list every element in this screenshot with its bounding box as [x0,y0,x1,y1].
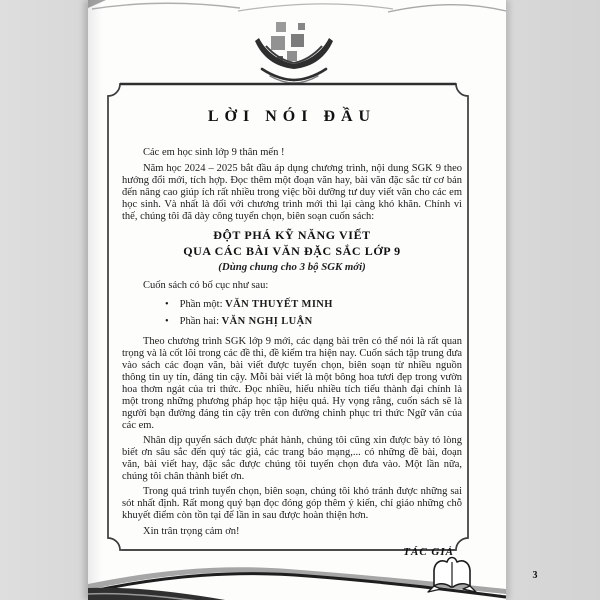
list-item [165,296,462,313]
book-parts-list [122,296,462,330]
paragraph-intro: Năm học 2024 – 2025 bắt đầu áp dụng chương trình, nội dung SGK 9 theo hướng đổi mới, tích hợp. Đọc thêm một đoạn văn hay, bài văn đặc sắc từ cơ bản đến nâng cao giúp ích rất nhiều trong việc bồi dưỡng tư duy viết văn cho các em học sinh. Và nhất là đối với chương trình mới thì lại càng khó khăn. Chính vì thế, chúng tôi đã dày công tuyển chọn, biên soạn cuốn sách: [122,163,462,222]
part-label: Phần hai: [179,316,219,327]
page-title: LỜI NÓI ĐẦU [207,108,377,125]
book-subtitle: (Dùng chung cho 3 bộ SGK mới) [218,261,366,273]
part-name: VĂN THUYẾT MINH [225,299,333,310]
preface-content [122,98,462,558]
author-signature: TÁC GIẢ [403,546,454,558]
paragraph-thanks: Nhân dịp quyển sách được phát hành, chúng tôi cũng xin được bày tỏ lòng biết ơn sâu sắc đến quý tác giả, các trang báo mạng,... có những đề bài, đoạn văn, bài viết hay, đặc sắc được chúng tôi tuyển chọn đưa vào. Một lần nữa, chúng tôi chân thành biết ơn. [122,435,462,482]
structure-intro: Cuốn sách có bố cục như sau: [143,280,269,291]
page-number: 3 [532,570,538,581]
paragraph-about: Theo chương trình SGK lớp 9 mới, các dạng bài trên có thể nói là rất quan trọng và là cốt lõi trong các đề thi, đề kiểm tra hiện nay. Cuốn sách tập trung đưa vào sách các đoạn văn, bài viết được tuyển chọn, biên soạn từ nhiều nguồn thông tin uy tín, đáng tin cậy. Mỗi bài viết là một bông hoa tươi đẹp trong vườn hoa thơm ngát của tri thức. Đọc nhiều, hiểu nhiều tích tiểu thành đại chính là một trong những phương pháp học tập hiệu quả. Hy vọng rằng, cuốn sách sẽ là người bạn đường đáng tin cậy trên con đường chinh phục tri thức Ngữ văn của các em. [122,336,462,431]
list-item [165,313,462,330]
bullet-icon: • [165,316,169,327]
book-page [88,0,538,600]
closing-text: Xin trân trọng cảm ơn! [143,526,240,537]
book-title-line-1: ĐỘT PHÁ KỸ NĂNG VIẾT [213,228,371,242]
footer-swoosh-art [88,542,506,600]
page-number-book-icon [428,558,476,593]
book-title-line-2: QUA CÁC BÀI VĂN ĐẶC SẮC LỚP 9 [183,244,401,258]
bullet-icon: • [165,299,169,310]
paragraph-apology: Trong quá trình tuyển chọn, biên soạn, chúng tôi khó tránh được những sai sót nhất định. Rất mong quý bạn đọc đóng góp thêm ý kiến, chỉ giáo những chỗ khuyết điểm còn tồn tại để lần in sau được hoàn thiện hơn. [122,486,462,521]
greeting-text: Các em học sinh lớp 9 thân mến ! [143,147,285,158]
part-label: Phần một: [179,299,223,310]
part-name: VĂN NGHỊ LUẬN [221,316,313,327]
